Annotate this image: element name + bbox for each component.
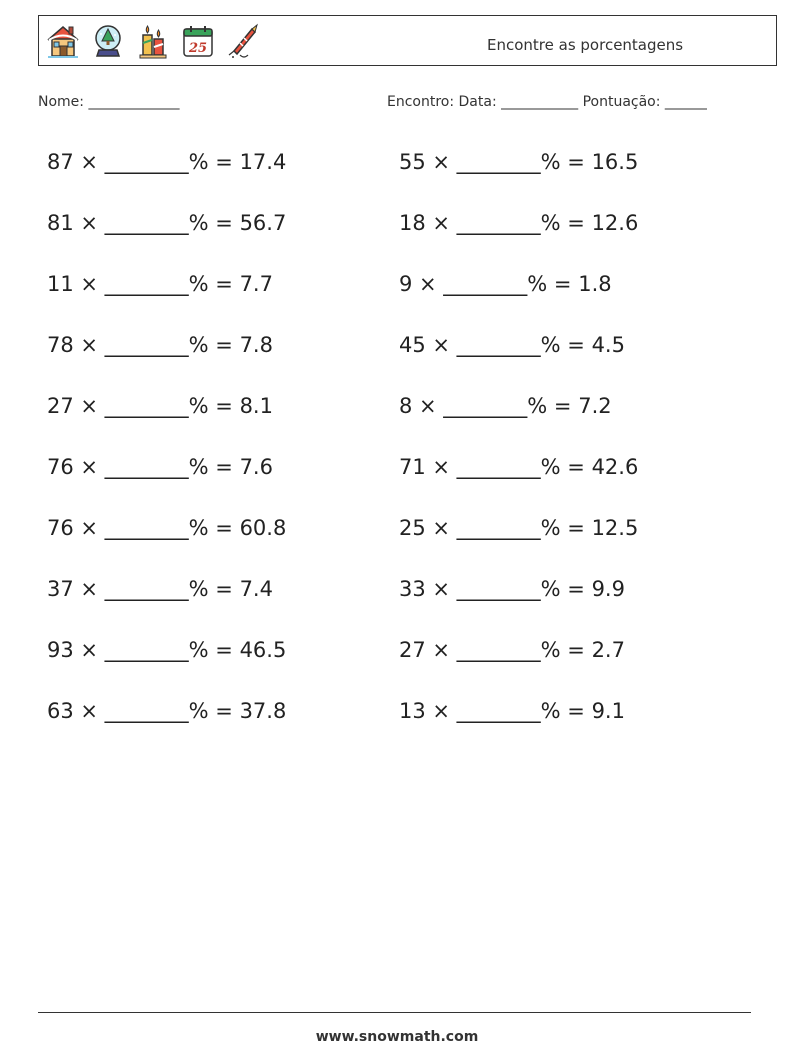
problem-left-3: 11 × ________% = 7.7: [47, 272, 273, 296]
firework-rocket-icon: [224, 21, 262, 61]
problem-right-6: 71 × ________% = 42.6: [399, 455, 639, 479]
worksheet-title: Encontre as porcentagens: [487, 36, 684, 54]
problem-left-1: 87 × ________% = 17.4: [47, 150, 287, 174]
problem-left-7: 76 × ________% = 60.8: [47, 516, 287, 540]
problem-left-4: 78 × ________% = 7.8: [47, 333, 273, 357]
footer-divider: [38, 1012, 751, 1013]
problem-left-5: 27 × ________% = 8.1: [47, 394, 273, 418]
problem-right-1: 55 × ________% = 16.5: [399, 150, 639, 174]
snow-globe-icon: [89, 21, 127, 61]
problem-right-8: 33 × ________% = 9.9: [399, 577, 625, 601]
problem-right-9: 27 × ________% = 2.7: [399, 638, 625, 662]
worksheet-header: [38, 15, 777, 66]
problem-right-10: 13 × ________% = 9.1: [399, 699, 625, 723]
name-field-label: Nome: _____________: [38, 94, 180, 110]
house-icon: [44, 21, 82, 61]
problem-left-8: 37 × ________% = 7.4: [47, 577, 273, 601]
header-icons: [44, 21, 269, 61]
problem-right-7: 25 × ________% = 12.5: [399, 516, 639, 540]
calendar-icon: [179, 21, 217, 61]
problem-left-10: 63 × ________% = 37.8: [47, 699, 287, 723]
problem-right-4: 45 × ________% = 4.5: [399, 333, 625, 357]
problem-right-2: 18 × ________% = 12.6: [399, 211, 639, 235]
problem-right-3: 9 × ________% = 1.8: [399, 272, 612, 296]
problem-left-9: 93 × ________% = 46.5: [47, 638, 287, 662]
calendar-day-number: 25: [188, 41, 208, 56]
problem-right-5: 8 × ________% = 7.2: [399, 394, 612, 418]
problem-left-6: 76 × ________% = 7.6: [47, 455, 273, 479]
footer-url: www.snowmath.com: [315, 1029, 479, 1045]
date-score-label: Encontro: Data: ___________ Pontuação: ______: [387, 94, 707, 110]
problem-left-2: 81 × ________% = 56.7: [47, 211, 287, 235]
candles-icon: [134, 21, 172, 61]
